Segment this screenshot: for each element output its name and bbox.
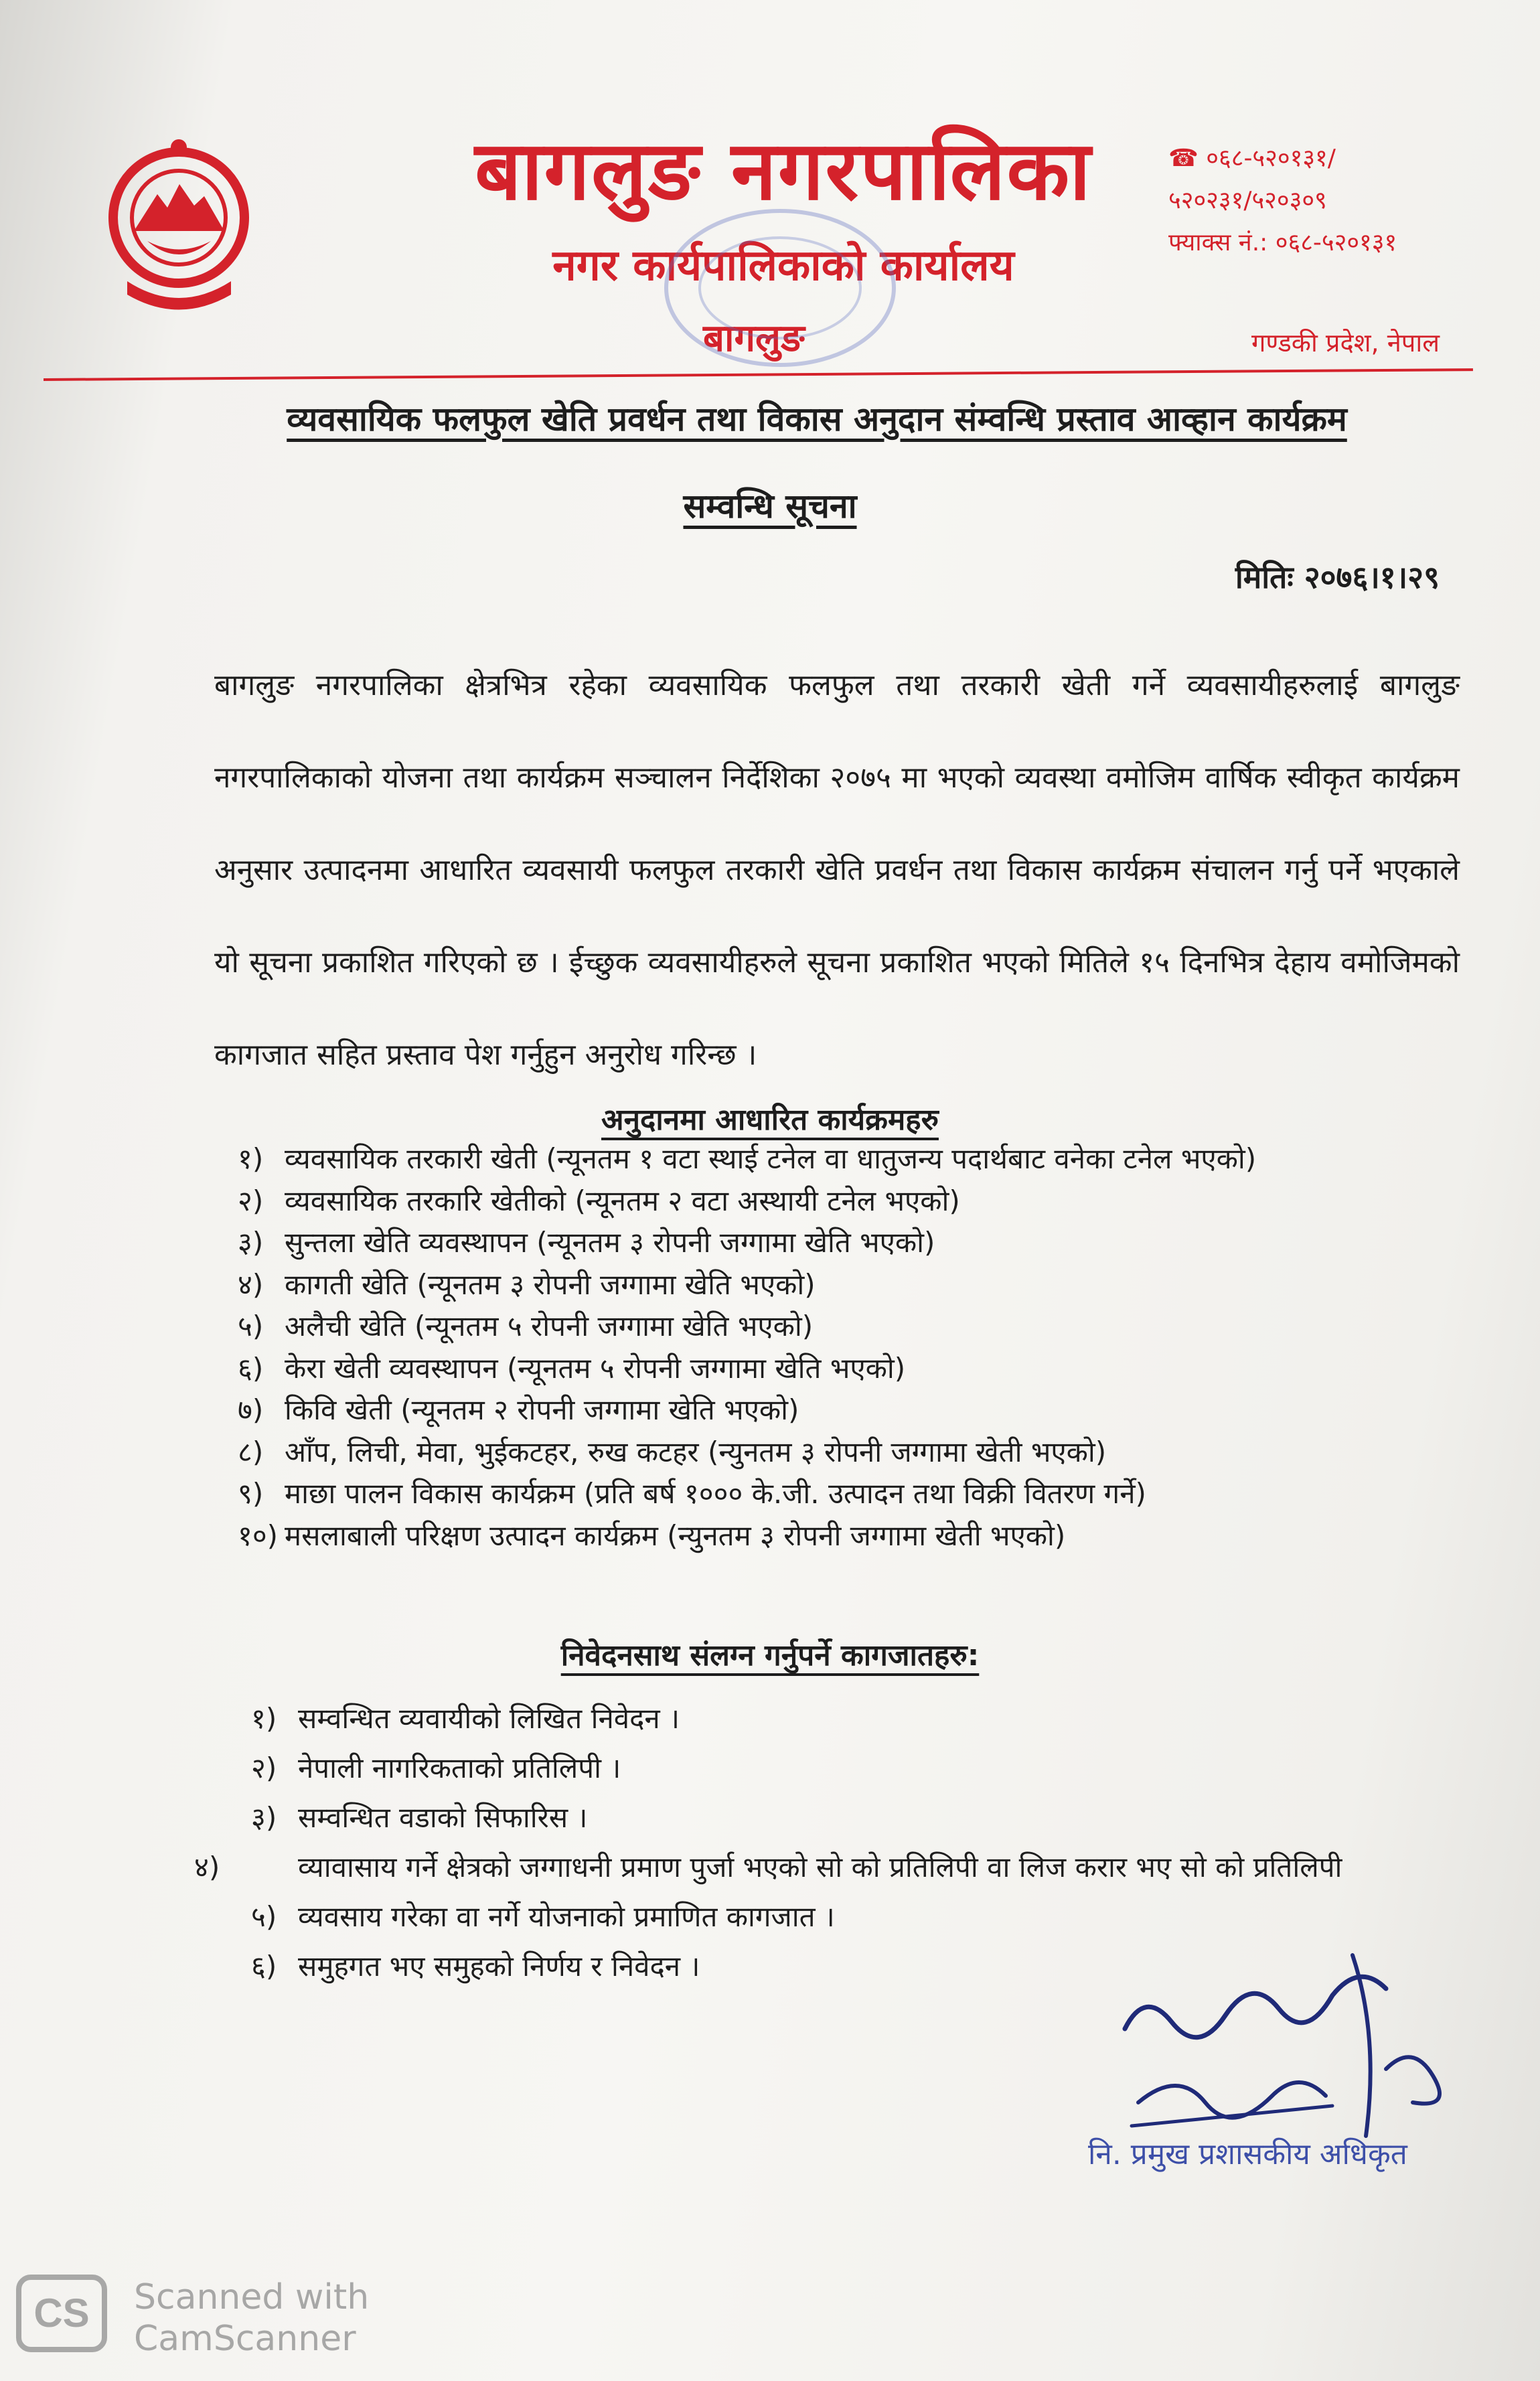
list-item: ८) आँप, लिची, मेवा, भुईकटहर, रुख कटहर (न्युनतम ३ रोपनी जग्गामा खेती भएको) (238, 1435, 1107, 1468)
list-item: २) नेपाली नागरिकताको प्रतिलिपी । (251, 1752, 621, 1784)
nepal-emblem-icon (100, 131, 258, 318)
office-stamp-icon (653, 201, 907, 388)
fax-number: फ्याक्स नं.: ०६८-५२०१३१ (1168, 229, 1397, 256)
list-item: ६) समुहगत भए समुहको निर्णय र निवेदन । (251, 1950, 700, 1983)
notice-subject: व्यवसायिक फलफुल खेति प्रवर्धन तथा विकास अनुदान संम्वन्धि प्रस्ताव आव्हान कार्यक्रम (287, 400, 1347, 439)
list-item: ४) कागती खेति (न्यूनतम ३ रोपनी जग्गामा खेति भएको) (238, 1268, 816, 1301)
notice-subtitle: सम्वन्धि सूचना (683, 487, 857, 526)
list-item: ३) सम्वन्धित वडाको सिफारिस । (251, 1801, 588, 1834)
watermark-line-2: CamScanner (134, 2319, 356, 2359)
watermark-line-1: Scanned with (134, 2277, 370, 2317)
camscanner-watermark (134, 2277, 369, 2360)
programs-heading: अनुदानमा आधारित कार्यक्रमहरु (601, 1103, 939, 1137)
camscanner-logo-icon (15, 2273, 108, 2354)
documents-heading: निवेदनसाथ संलग्न गर्नुपर्ने कागजातहरु: (560, 1638, 980, 1673)
list-item: १) व्यवसायिक तरकारी खेती (न्यूनतम १ वटा स्थाई टनेल वा धातुजन्य पदार्थबाट वनेका टनेल भएको) (238, 1142, 1257, 1175)
city-name: बागलुङ (703, 317, 805, 360)
notice-date: मितिः २०७६।१।२९ (1235, 559, 1440, 595)
list-item: ५) अलैची खेति (न्यूनतम ५ रोपनी जग्गामा खेति भएको) (238, 1310, 814, 1342)
list-item: ९) माछा पालन विकास कार्यक्रम (प्रति बर्ष १००० के.जी. उत्पादन तथा विक्री वितरण गर्ने) (238, 1477, 1146, 1510)
phone-line-1: ☎ ०६८-५२०१३१/ (1168, 145, 1336, 172)
office-name: नगर कार्यपालिकाको कार्यालय (552, 241, 1014, 291)
signature-icon (1098, 1935, 1446, 2156)
programs-list (238, 1138, 1476, 1557)
list-item: ७) किवि खेती (न्यूनतम २ रोपनी जग्गामा खेति भएको) (238, 1393, 799, 1426)
notice-body: बागलुङ नगरपालिका क्षेत्रभित्र रहेका व्यवसायिक फलफुल तथा तरकारी खेती गर्ने व्यवसायीहरुलाई बागलुङ नगरपालिकाको योजना तथा कार्यक्रम सञ्चालन निर्देशिका २०७५ मा भएको व्यवस्था वमोजिम वार्षिक स्वीकृत कार्यक्रम अनुसार उत्पादनमा आधारित व्यवसायी फलफुल तरकारी खेति प्रवर्धन तथा विकास कार्यक्रम संचालन गर्नु पर्ने भएकाले यो सूचना प्रकाशित गरिएको छ । ईच्छुक व्यवसायीहरुले सूचना प्रकाशित भएको मितिले १५ दिनभित्र देहाय वमोजिमको कागजात सहित प्रस्ताव पेश गर्नुहुन अनुरोध गरिन्छ । (214, 668, 1460, 1072)
list-item: ३) सुन्तला खेति व्यवस्थापन (न्यूनतम ३ रोपनी जग्गामा खेति भएको) (238, 1226, 935, 1259)
list-item: १०) मसलाबाली परिक्षण उत्पादन कार्यक्रम (न्युनतम ३ रोपनी जग्गामा खेती भएको) (238, 1519, 1066, 1552)
contact-block (1168, 137, 1397, 264)
signer-title: नि. प्रमुख प्रशासकीय अधिकृत (1088, 2137, 1407, 2171)
municipality-name: बागलुङ नगरपालिका (475, 123, 1092, 218)
phone-line-2: ५२०२३१/५२०३०९ (1168, 187, 1327, 214)
list-item: ६) केरा खेती व्यवस्थापन (न्यूनतम ५ रोपनी जग्गामा खेति भएको) (238, 1351, 906, 1385)
list-item: ५) व्यवसाय गरेका वा नर्गे योजनाको प्रमाणित कागजात । (251, 1900, 835, 1933)
camscanner-logo-text: CS (33, 2291, 90, 2335)
list-item: ४) व्यावासाय गर्ने क्षेत्रको जग्गाधनी प्रमाण पुर्जा भएको सो को प्रतिलिपी वा लिज करार भए सो को प्रतिलिपी (194, 1851, 1342, 1884)
province-label: गण्डकी प्रदेश, नेपाल (1251, 328, 1440, 358)
list-item: २) व्यवसायिक तरकारि खेतीको (न्यूनतम २ वटा अस्थायी टनेल भएको) (238, 1184, 960, 1217)
list-item: १) सम्वन्धित व्यवायीको लिखित निवेदन । (251, 1702, 680, 1735)
